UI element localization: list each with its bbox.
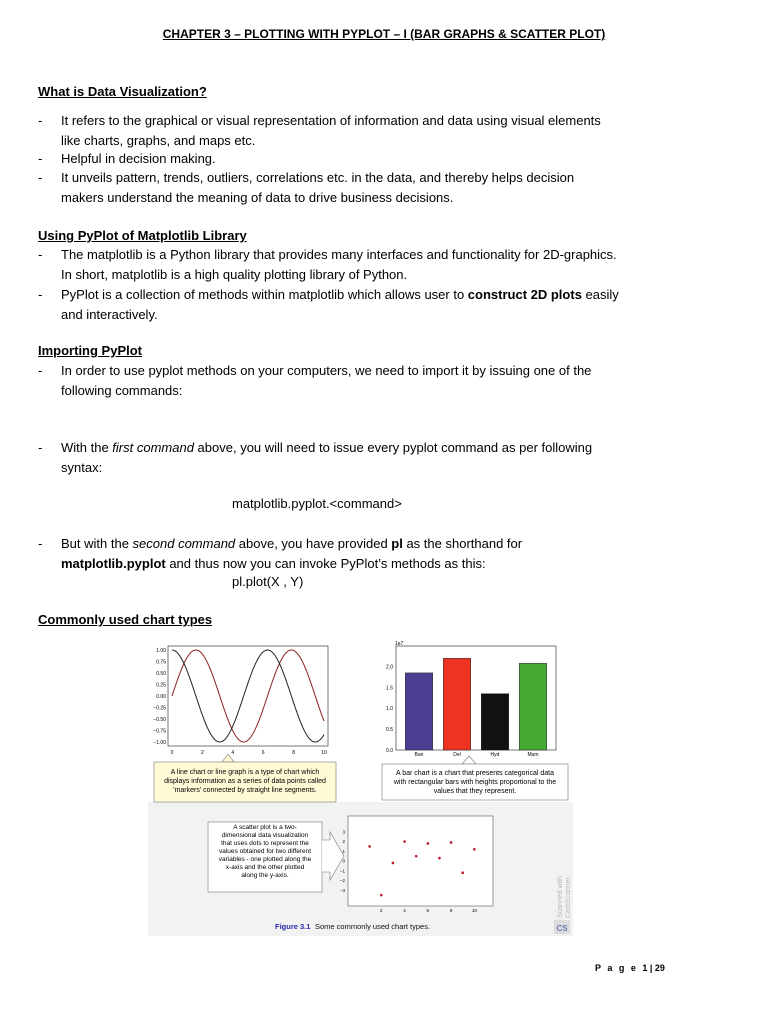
line-x-tick-label: 0 — [170, 750, 174, 756]
bar-y-tick-label: 1.0 — [386, 706, 393, 713]
scatter-point — [473, 848, 476, 851]
bullet-dash: - — [38, 151, 43, 166]
text-run: and thus now you can invoke PyPlot’s methods as this: — [165, 555, 486, 571]
scatter-plot-frame — [348, 816, 493, 906]
scatter-x-tick-label: 8 — [449, 908, 453, 913]
bar-callout-text: with rectangular bars with heights proportional to the — [393, 779, 557, 786]
text-run: With the — [61, 440, 113, 455]
watermark-text: CamScanner — [565, 877, 572, 918]
text-run: easily — [581, 287, 619, 302]
footer-label: P a g e — [595, 963, 638, 973]
heading-chart-types: Commonly used chart types — [38, 612, 213, 627]
scatter-point — [450, 841, 453, 844]
bullet-line — [61, 554, 701, 574]
line-y-tick-label: −0.25 — [153, 705, 166, 712]
figure-svg — [148, 636, 573, 936]
scatter-point — [368, 845, 371, 848]
line-callout-text: displays information as a series of data points called — [164, 778, 326, 785]
scatter-point — [380, 894, 383, 897]
syntax-line: matplotlib.pyplot.<command> — [232, 496, 402, 511]
bullet-line: In order to use pyplot methods on your computers, we need to import it by issuing one of the — [61, 363, 592, 378]
bullet-dash: - — [38, 287, 43, 302]
line-x-tick-label: 10 — [321, 750, 327, 756]
line-y-tick-label: 0.25 — [156, 682, 166, 689]
scatter-y-tick-label: 1 — [342, 848, 345, 854]
text-run: But with the — [61, 536, 133, 551]
watermark-text: Scanned with — [557, 875, 564, 918]
bullet-definition — [38, 111, 698, 151]
bullet-line: It refers to the graphical or visual representation of information and data using visual elements — [61, 113, 601, 128]
bullet-decision — [38, 149, 698, 169]
line-callout — [154, 754, 336, 802]
bar-callout-text: values that they represent. — [433, 788, 517, 795]
line-x-tick-label: 6 — [261, 750, 265, 756]
bullet-dash: - — [38, 170, 43, 185]
bullet-line — [61, 438, 701, 458]
scatter-callout-text: x-axis and the other plotted — [225, 864, 305, 871]
bullet-line — [61, 285, 701, 305]
scatter-point — [461, 871, 464, 874]
watermark-logo-text: CS — [556, 924, 568, 933]
bar-y-tick-label: 1.5 — [386, 685, 393, 692]
scatter-point — [438, 857, 441, 860]
chapter-title: CHAPTER 3 – PLOTTING WITH PYPLOT – I (BAR GRAPHS & SCATTER PLOT) — [162, 27, 606, 41]
bar-hyd — [481, 694, 508, 750]
line-y-tick-label: −0.50 — [153, 716, 166, 723]
text-run: as the shorthand for — [402, 536, 523, 551]
scatter-callout-text: values obtained for two different — [218, 848, 312, 855]
line-x-tick-label: 4 — [231, 750, 235, 756]
bullet-line: It unveils pattern, trends, outliers, correlations etc. in the data, and thereby helps decision — [61, 170, 575, 185]
bar-y-tick-label: 0.5 — [386, 726, 393, 733]
bullet-line: like charts, graphs, and maps etc. — [61, 132, 256, 148]
bullet-matplotlib — [38, 245, 698, 285]
line-y-tick-label: 0.50 — [156, 670, 166, 677]
bullet-line: In short, matplotlib is a high quality plotting library of Python. — [61, 266, 408, 282]
page-footer — [595, 963, 665, 973]
bar-chart — [386, 641, 556, 758]
line-y-tick-label: 1.00 — [156, 647, 166, 654]
bar-y-tick-label: 2.0 — [386, 664, 393, 671]
line-chart — [153, 646, 328, 756]
bullet-second-command — [38, 534, 698, 574]
line-x-tick-label: 2 — [201, 750, 204, 756]
bullet-line: Helpful in decision making. — [61, 151, 216, 166]
scatter-x-tick-label: 4 — [403, 908, 406, 913]
scatter-y-tick-label: 3 — [342, 829, 345, 835]
line-y-ticks — [153, 648, 166, 746]
bar-callout-text: A bar chart is a chart that presents categorical data — [396, 770, 554, 777]
scatter-x-tick-label: 6 — [426, 908, 430, 913]
scatter-point — [427, 842, 430, 845]
bullet-dash: - — [38, 440, 43, 455]
heading-data-visualization: What is Data Visualization? — [38, 84, 207, 99]
bullet-line: makers understand the meaning of data to drive business decisions. — [61, 189, 454, 205]
scatter-callout-text: along the y-axis. — [241, 872, 289, 879]
bullet-import — [38, 361, 698, 401]
bar-ban — [405, 673, 432, 750]
italic-run: second command — [132, 536, 236, 551]
bold-run: construct 2D plots — [467, 287, 582, 302]
scatter-y-tick-label: 2 — [342, 839, 345, 845]
figure-caption-label: Figure 3.1 — [275, 922, 311, 931]
line-callout-text: A line chart or line graph is a type of chart which — [170, 769, 320, 776]
bullet-line: syntax: — [61, 459, 103, 475]
heading-pyplot-library: Using PyPlot of Matplotlib Library — [38, 228, 247, 243]
scatter-point — [403, 840, 406, 843]
scatter-chart — [340, 816, 493, 913]
bullet-dash: - — [38, 113, 43, 128]
bullet-line: following commands: — [61, 382, 183, 398]
scatter-x-tick-label: 10 — [471, 908, 477, 913]
scatter-y-tick-label: −2 — [339, 878, 345, 884]
bullet-dash: - — [38, 536, 43, 551]
bar-mum — [519, 663, 546, 750]
bar-scale-label: 1e7 — [395, 641, 404, 647]
italic-run: first command — [112, 440, 194, 455]
line-y-tick-label: −1.00 — [153, 739, 166, 746]
figure-caption-text: Some commonly used chart types. — [315, 922, 431, 931]
line-y-tick-label: 0.00 — [156, 693, 166, 700]
bar-x-tick-label: Ban — [414, 752, 424, 758]
chart-types-figure — [148, 636, 573, 936]
scatter-y-tick-label: −1 — [339, 868, 345, 874]
bar-callout-pointer — [462, 756, 476, 764]
line-x-ticks — [171, 750, 327, 756]
bullet-line: and interactively. — [61, 306, 158, 322]
bar-y-tick-label: 0.0 — [386, 747, 393, 754]
scatter-callout-text: dimensional data visualization — [221, 832, 309, 839]
bullet-pyplot-collection — [38, 285, 698, 325]
bullet-dash: - — [38, 363, 43, 378]
invoke-line: pl.plot(X , Y) — [232, 574, 304, 589]
footer-page-number: 1 | 29 — [642, 963, 665, 973]
scatter-callout-text: that uses dots to represent the — [221, 840, 309, 847]
bold-run: matplotlib.pyplot — [61, 555, 166, 571]
heading-importing-pyplot: Importing PyPlot — [38, 343, 142, 358]
bar-callout — [382, 756, 568, 800]
bar-del — [443, 658, 470, 750]
bullet-patterns — [38, 168, 698, 208]
scatter-x-tick-label: 2 — [380, 908, 383, 913]
bold-run: pl — [391, 536, 403, 551]
bar-x-labels — [415, 752, 539, 758]
line-y-tick-label: −0.75 — [153, 728, 166, 735]
bar-x-tick-label: Mum — [527, 752, 539, 758]
text-run: PyPlot is a collection of methods within matplotlib which allows user to — [61, 287, 468, 302]
camscanner-watermark — [554, 876, 572, 934]
bullet-line: The matplotlib is a Python library that provides many interfaces and functionality for 2D-graphics. — [61, 247, 617, 262]
bar-y-ticks — [386, 664, 393, 753]
line-callout-text: 'markers' connected by straight line segments. — [173, 787, 317, 794]
scatter-y-tick-label: 0 — [342, 858, 345, 864]
text-run: above, you have provided — [235, 536, 392, 551]
bar-x-tick-label: Del — [453, 752, 461, 758]
text-run: above, you will need to issue every pyplot command as per following — [193, 440, 593, 455]
bullet-line — [61, 534, 701, 554]
scatter-point — [392, 862, 395, 865]
bar-x-tick-label: Hyd — [490, 752, 500, 758]
scatter-callout-text: variables - one plotted along the — [218, 856, 312, 863]
scatter-callout-text: A scatter plot is a two- — [233, 824, 297, 831]
line-y-tick-label: 0.75 — [156, 659, 166, 666]
bullet-first-command — [38, 438, 698, 478]
line-x-tick-label: 8 — [292, 750, 295, 756]
bullet-dash: - — [38, 247, 43, 262]
scatter-point — [415, 855, 418, 858]
scatter-y-tick-label: −3 — [339, 887, 345, 893]
